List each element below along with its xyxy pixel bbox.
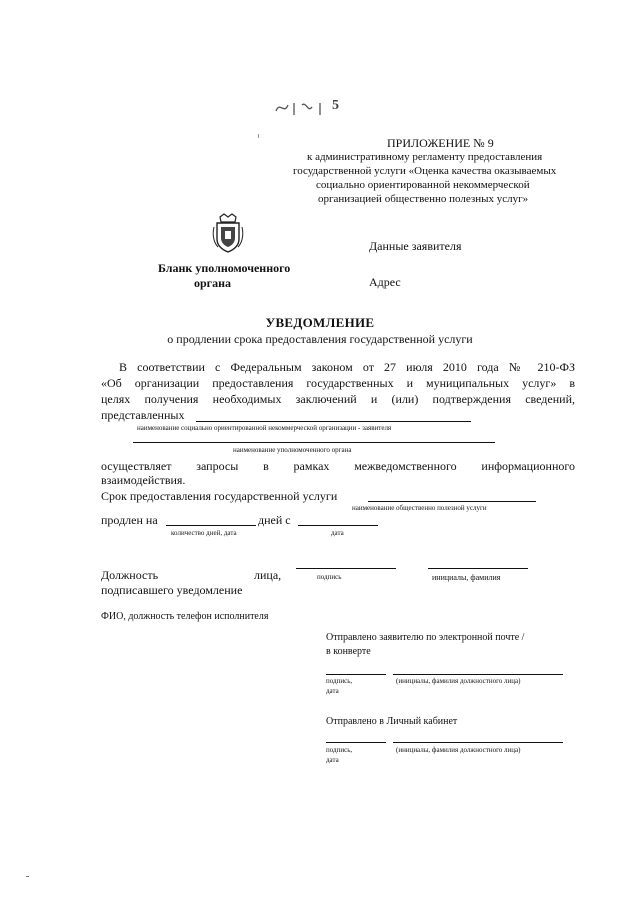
- start-date-line[interactable]: [298, 525, 378, 526]
- scribble-icon: [272, 97, 362, 119]
- cabinet-signature-line[interactable]: [326, 742, 386, 743]
- caption-org-name: наименование социально ориентированной некоммерческой организации - заявителя: [137, 424, 392, 432]
- sent-email-line-1: Отправлено заявителю по электронной почте /: [326, 632, 525, 643]
- cabinet-caption-date: дата: [326, 756, 339, 764]
- requests-line-2: взаимодействия.: [101, 473, 186, 487]
- page-number: 5: [332, 98, 339, 113]
- scan-speck: [26, 876, 29, 877]
- authority-blank-line-2: органа: [194, 276, 232, 290]
- days-count-line[interactable]: [166, 525, 256, 526]
- service-name-line[interactable]: [368, 501, 536, 502]
- sent-email-line-2: в конверте: [326, 646, 371, 657]
- notice-title: УВЕДОМЛЕНИЕ: [265, 315, 375, 330]
- authority-name-line[interactable]: [133, 442, 495, 443]
- caption-initials: инициалы, фамилия: [432, 573, 501, 582]
- signed-by-label: подписавшего уведомление: [101, 583, 243, 597]
- caption-date: дата: [331, 529, 344, 537]
- extended-label: продлен на: [101, 513, 158, 527]
- applicant-data-label: Данные заявителя: [369, 239, 462, 253]
- cabinet-caption-initials: (инициалы, фамилия должностного лица): [396, 746, 521, 754]
- term-label: Срок предоставления государственной услуги: [101, 489, 338, 503]
- caption-service-name: наименование общественно полезной услуги: [352, 504, 487, 512]
- executor-label: ФИО, должность телефон исполнителя: [101, 611, 269, 622]
- email-caption-initials: (инициалы, фамилия должностного лица): [396, 677, 521, 685]
- requests-line-1: осуществляет запросы в рамках межведомственного информационного: [101, 459, 575, 473]
- initials-line[interactable]: [428, 568, 528, 569]
- org-name-line[interactable]: [196, 421, 471, 422]
- applicant-address-label: Адрес: [369, 275, 401, 289]
- email-initials-line[interactable]: [393, 674, 563, 675]
- coat-of-arms-icon: [212, 213, 244, 253]
- caption-authority-name: наименование уполномоченного органа: [233, 446, 352, 454]
- person-label: лица,: [254, 568, 282, 582]
- caption-signature: подпись: [317, 573, 342, 581]
- signature-line[interactable]: [296, 568, 396, 569]
- presented-label: представленных: [101, 408, 185, 422]
- sent-cabinet-line-1: Отправлено в Личный кабинет: [326, 716, 458, 727]
- appendix-line-4: организацией общественно полезных услуг»: [318, 193, 529, 205]
- notice-subtitle: о продлении срока предоставления государственной услуги: [167, 332, 473, 346]
- position-label: Должность: [101, 568, 159, 582]
- authority-blank-line-1: Бланк уполномоченного: [158, 261, 291, 275]
- appendix-line-2: государственной услуги «Оценка качества оказываемых: [293, 165, 557, 177]
- days-from-label: дней с: [258, 513, 291, 527]
- body-line-2: «Об организации предоставления государственных и муниципальных услуг» в: [101, 376, 575, 390]
- email-signature-line[interactable]: [326, 674, 386, 675]
- appendix-line-3: социально ориентированной некоммерческой: [316, 179, 530, 191]
- appendix-line-1: к административному регламенту предоставления: [307, 151, 543, 163]
- email-caption-date: дата: [326, 687, 339, 695]
- body-line-1: В соответствии с Федеральным законом от 27 июля 2010 года № 210-ФЗ: [119, 360, 575, 374]
- body-line-3: целях получения необходимых заключений и (или) подтверждения сведений,: [101, 392, 575, 406]
- cabinet-initials-line[interactable]: [393, 742, 563, 743]
- caption-days: количество дней, дата: [171, 529, 237, 537]
- cabinet-caption-sign: подпись,: [326, 746, 353, 754]
- email-caption-sign: подпись,: [326, 677, 353, 685]
- handwritten-mark: [272, 97, 362, 123]
- appendix-title: ПРИЛОЖЕНИЕ № 9: [387, 136, 494, 150]
- scan-speck: [258, 134, 259, 138]
